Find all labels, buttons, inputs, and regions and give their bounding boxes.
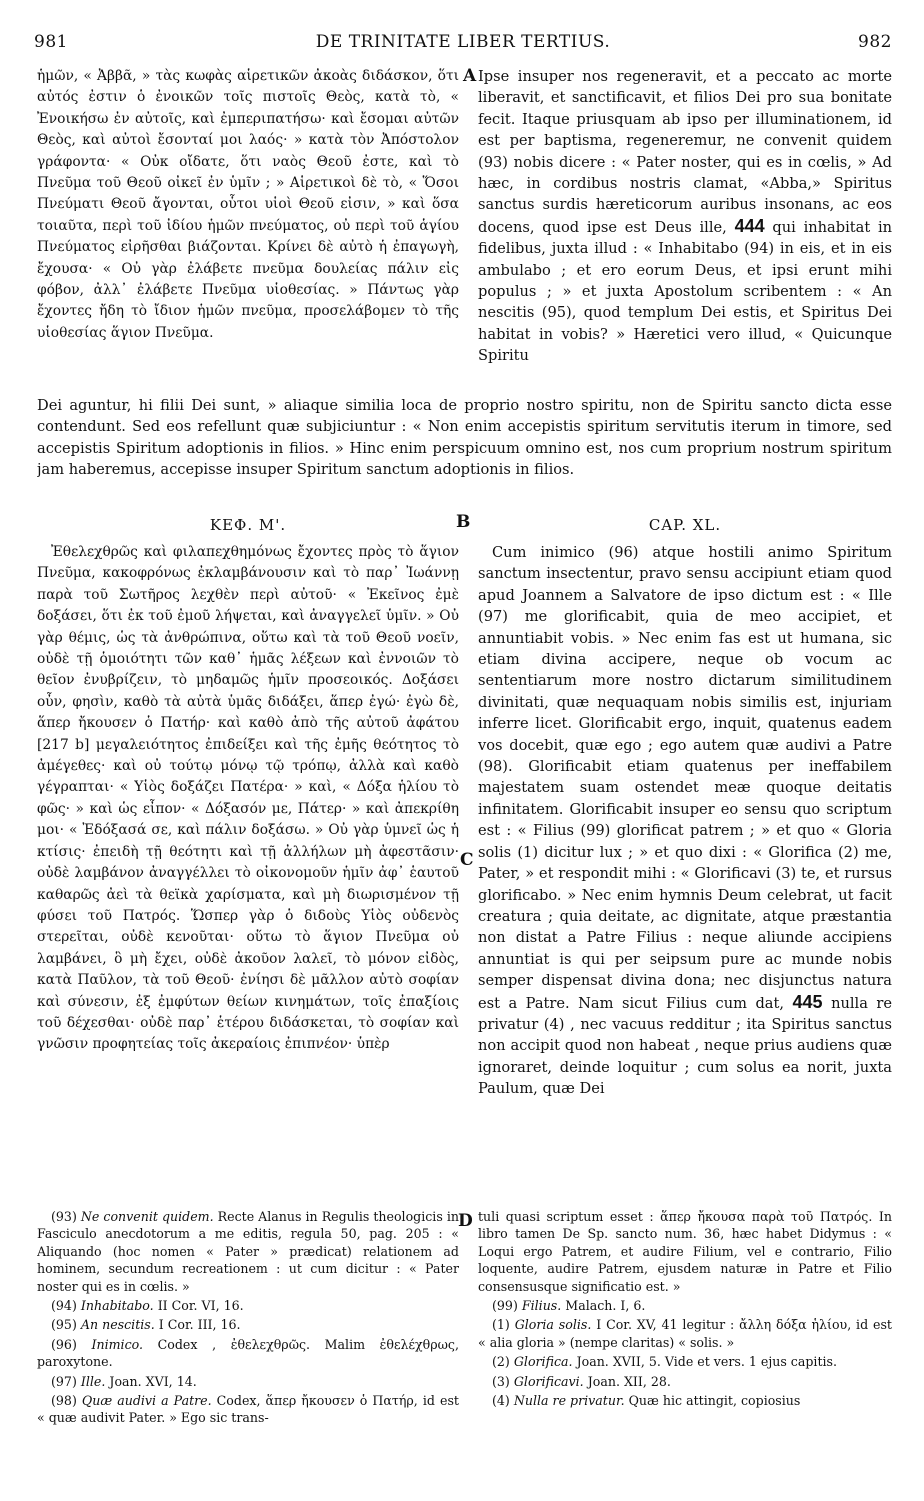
running-header: [34, 32, 892, 54]
footnote: (4) Nulla re privatur. Quæ hic attingit, copiosius: [492, 1393, 801, 1409]
latin-text-section-1-part-2: qui inhabitat in fidelibus, juxta illud : « Inhabitabo (94) in eis, et in eis ambulabo ; et ero eorum Deus, et ipsi erunt mihi populus ; » et juxta Apostolum scribentem : « An nescitis (95), quod templum Dei estis, et Spiritus Dei habitat in vobis? » Hæretici vero illud, « Quicunque Spiritu: [478, 218, 892, 365]
latin-chapter-heading: CAP. XL.: [648, 516, 722, 534]
column-marker-a: A: [463, 66, 477, 86]
footnote: (98) Quæ audivi a Patre. Codex, ἅπερ ἤκουσεν ὁ Πατήρ, id est « quæ audivit Pater. » Ego sic trans-: [37, 1393, 459, 1426]
footnote-continuation: tuli quasi scriptum esset : ἅπερ ἤκουσα παρὰ τοῦ Πατρός. In libro tamen De Sp. sancto num. 36, hæc habet Didymus : « Loqui ergo Patrem, et audire Filium, vel e contrario, Filio loquente, audire Patrem, ejusdem naturæ in Patre et Filio consensusque significatio est. »: [478, 1209, 892, 1294]
left-page-number: 981: [34, 32, 68, 52]
greek-text-section-2: Ἐθελεχθρῶς καὶ φιλαπεχθημόνως ἔχοντες πρὸς τὸ ἅγιον Πνεῦμα, κακοφρόνως ἐκλαμβάνουσιν καὶ τὸ παρ᾽ Ἰωάννῃ παρὰ τοῦ Σωτῆρος λεχθὲν περὶ αὐτοῦ· « Ἐκεῖνος ἐμὲ δοξάσει, ὅτι ἐκ τοῦ ἐμοῦ λήψεται, καὶ ἀναγγελεῖ ὑμῖν. » Οὐ γὰρ θέμις, ὡς τὰ ἀνθρώπινα, οὕτω καὶ τὰ τοῦ Θεοῦ νοεῖν, οὐδὲ τῇ ὁμοιότητι τῶν καθ᾽ ἡμᾶς λέξεων καὶ ἐννοιῶν τὸ θεῖον ἐνυβρίζειν, τὸ μηδαμῶς ἡμῖν προσεοικός. Δοξάσει οὖν, φησὶν, καθὸ τὰ αὐτὰ ὑμᾶς διδάξει, ἅπερ ἐγώ· ἐγὼ δὲ, ἅπερ ἤκουσεν ὁ Πατήρ· καὶ καθὸ ἀπὸ τῆς αὐτοῦ ἀφάτου [217 b] μεγαλειότητος ἐπιδείξει καὶ τῆς ἐμῆς θεότητος τὸ ἀμέγεθες· καὶ οὐ τούτῳ μόνῳ τῷ τρόπῳ, ἀλλὰ καὶ καθὸ γέγραπται· « Υἱὸς δοξάζει Πατέρα· » καὶ, « Δόξα ἡλίου τὸ φῶς· » καὶ ὡς εἶπον· « Δόξασόν με, Πάτερ· » καὶ ἀπεκρίθη μοι· « Ἐδόξασά σε, καὶ πάλιν δοξάσω. » Οὐ γὰρ ὑμνεῖ ὡς ἡ κτίσις· ἐπειδὴ τῇ θεότητι καὶ τῇ ἀλλήλων μὴ ἀφεστᾶσιν· οὐδὲ λαμβάνον ἀναγγέλλει τὸ οἰκονομοῦν ἡμῖν ἀφ᾽ ἑαυτοῦ καθαρῶς ἀεὶ τὰ θεϊκὰ χαρίσματα, καὶ μὴ διωρισμένον τῇ φύσει τοῦ Πατρός. Ὥσπερ γὰρ ὁ διδοὺς Υἱὸς οὐδενὸς στερεῖται, οὐδὲ κενοῦται· οὕτω τὸ ἅγιον Πνεῦμα οὐ λαμβάνει, ὃ μὴ ἔχει, οὐδὲ ἀκοῦον λαλεῖ, τὸ μόνον εἰδὸς, κατὰ Παῦλον, τὰ τοῦ Θεοῦ· ἐνίησι δὲ μᾶλλον αὐτὸ σοφίαν καὶ σύνεσιν, ἐξ ἐμφύτων θείων κινημάτων, τοῖς ἐπαξίοις τοῦ δέχεσθαι· οὐδὲ παρ᾽ ἑτέρου διδάσκεται, τὸ σοφίαν καὶ γνῶσιν προφητείας τοῖς ἀκεραίοις ἐπιπνέον· ὑπὲρ: [37, 544, 459, 1053]
latin-column-section-2: [478, 542, 892, 1194]
column-number-444: 444: [734, 215, 765, 236]
footnotes-left: [37, 1208, 459, 1490]
footnotes-right: [478, 1208, 892, 1490]
greek-column-section-2: [37, 542, 459, 1194]
greek-text-section-1: ἡμῶν, « Ἀββᾶ, » τὰς κωφὰς αἱρετικῶν ἀκοὰς διδάσκον, ὅτι αὐτός ἐστιν ὁ ἐνοικῶν τοῖς πιστοῖς Θεὸς, κατὰ τὸ, « Ἐνοικήσω ἐν αὐτοῖς, καὶ ἐμπεριπατήσω· καὶ ἔσομαι αὐτῶν Θεὸς, καὶ αὐτοὶ ἔσονταί μοι λαός· » κατὰ τὸν Ἀπόστολον γράφοντα· « Οὐκ οἴδατε, ὅτι ναὸς Θεοῦ ἐστε, καὶ τὸ Πνεῦμα τοῦ Θεοῦ οἰκεῖ ἐν ὑμῖν ; » Αἱρετικοὶ δὲ τὸ, « Ὅσοι Πνεύματι Θεοῦ ἄγονται, οὗτοι υἱοὶ Θεοῦ εἰσιν, » καὶ ὅσα τοιαῦτα, περὶ τοῦ ἰδίου ἡμῶν πνεύματος, οὐ περὶ τοῦ ἁγίου Πνεύματος εἰρῆσθαι βιάζονται. Κρίνει δὲ αὐτὸ ἡ ἐπαγωγὴ, ἔχουσα· « Οὐ γὰρ ἐλάβετε πνεῦμα δουλείας πάλιν εἰς φόβον, ἀλλ᾽ ἐλάβετε Πνεῦμα υἱοθεσίας. » Πάντως γὰρ ἔχοντες ἤδη τὸ ἴδιον ἡμῶν πνεῦμα, προσελάβομεν τὸ τῆς υἱοθεσίας ἅγιον Πνεῦμα.: [37, 68, 459, 341]
latin-text-section-1: [478, 66, 892, 367]
footnote: (3) Glorificavi. Joan. XII, 28.: [492, 1373, 671, 1389]
greek-column-section-1: [37, 66, 459, 382]
column-marker-c: C: [460, 850, 474, 870]
latin-full-width-continuation: [37, 395, 892, 507]
column-marker-d: D: [458, 1211, 473, 1231]
latin-text-section-2-part-2: nulla re privatur (4) , nec vacuus redditur ; ita Spiritus sanctus non accipit quod non habeat , neque prius audiens quæ ignoraret, deinde loquitur ; cum solus ea norit, juxta Paulum, quæ Dei: [478, 994, 892, 1098]
column-marker-b: B: [456, 512, 471, 532]
right-page-number: 982: [858, 32, 892, 52]
footnote: (96) Inimico. Codex , ἐθελεχθρῶς. Malim ἐθελέχθρως, paroxytone.: [37, 1336, 459, 1370]
greek-chapter-heading: ΚΕΦ. Μ'.: [209, 516, 287, 534]
footnote: (93) Ne convenit quidem. Recte Alanus in Regulis theologicis in Fasciculo anecdotorum a me editis, regula 50, pag. 205 : « Aliquando (hoc nomen « Pater » prædicat) relationem ad hominem, secundum recreationem : ut cum dicitur : « Pater noster qui es in cœlis. »: [37, 1209, 459, 1294]
latin-continuation-text: Dei aguntur, hi filii Dei sunt, » aliaque similia loca de proprio nostro spiritu, non de Spiritu sancto dicta esse contendunt. Sed eos refellunt quæ subjiciuntur : « Non enim accepistis spiritum servitutis iterum in timore, sed accepistis Spiritum adoptionis in filios. » Hinc enim perspicuum omnino est, nos cum proprium nostrum spiritum jam haberemus, accepisse insuper Spiritum sanctum adoptionis in filios.: [37, 397, 892, 479]
running-title: DE TRINITATE LIBER TERTIUS.: [315, 32, 611, 52]
footnote: (95) An nescitis. I Cor. III, 16.: [51, 1317, 241, 1333]
column-number-445: 445: [792, 991, 823, 1012]
footnote: (94) Inhabitabo. II Cor. VI, 16.: [51, 1298, 244, 1314]
latin-text-section-1-part-1: Ipse insuper nos regeneravit, et a peccato ac morte liberavit, et sanctificavit, et filios Dei pro sua bonitate fecit. Itaque priusquam ab ipso per illuminationem, id est per baptisma, regeneremur, ne convenit quidem (93) nobis dicere : « Pater noster, qui es in cœlis, » Ad hæc, in cordibus nostris clamat, «Abba,» Spiritus sanctus surdis hæreticorum auribus insonans, ac eos docens, quod ipse est Deus ille,: [478, 68, 892, 236]
latin-text-section-2-part-1: Cum inimico (96) atque hostili animo Spiritum sanctum insectentur, pravo sensu accipiunt etiam quod apud Joannem a Salvatore de ipso dictum est : « Ille (97) me glorificabit, quia de meo accipiet, et annuntiabit vobis. » Nec enim fas est ut humana, sic etiam divina accipere, neque ob vocum ac sententiarum more nostro dictarum similitudinem divinitati, quæ nequaquam nobis similis est, injuriam inferre licet. Glorificabit ergo, inquit, quatenus eadem vos docebit, quæ ego ; ego autem quæ audivi a Patre (98). Glorificabit etiam quatenus per ineffabilem majestatem suam ostendet meæ quoque deitatis infinitatem. Glorificabit insuper eo sensu quo scriptum est : « Filius (99) glorificat patrem ; » et quo « Gloria solis (1) dicitur lux ; » et quo dixi : « Glorifica (2) me, Pater, » et respondit mihi : « Glorificavi (3) te, et rursus glorificabo. » Nec enim hymnis Deum celebrat, ut facit creatura ; quia deitate, ac dignitate, atque præstantia non distat a Patre Filius : neque aliunde accipiens annuntiat is qui per seipsum pure ac munde nobis semper dispensat divina dona; nec disjunctus natura est a Patre. Nam sicut Filius cum dat,: [478, 544, 892, 1012]
latin-column-section-1: [478, 66, 892, 382]
footnote: (99) Filius. Malach. I, 6.: [492, 1298, 646, 1314]
footnote: (97) Ille. Joan. XVI, 14.: [51, 1373, 197, 1389]
latin-text-section-2: [478, 542, 892, 1100]
footnote: (1) Gloria solis. I Cor. XV, 41 legitur : ἄλλη δόξα ἡλίου, id est « alia gloria » (nempe claritas) « solis. »: [478, 1317, 892, 1350]
footnote: (2) Glorifica. Joan. XVII, 5. Vide et vers. 1 ejus capitis.: [492, 1354, 838, 1370]
